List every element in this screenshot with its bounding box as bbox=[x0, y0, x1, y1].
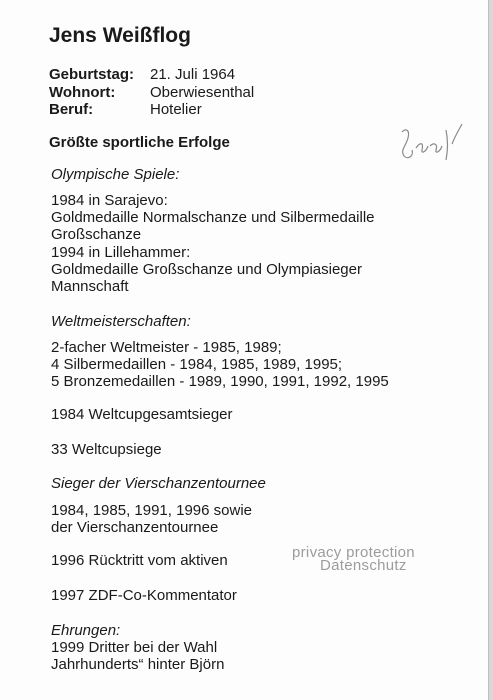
worlds-line: 5 Bronzemedaillen - 1989, 1990, 1991, 1992, 1995 bbox=[51, 373, 389, 390]
page-title: Jens Weißflog bbox=[49, 24, 191, 47]
commentator-line: 1997 ZDF-Co-Kommentator bbox=[51, 587, 237, 604]
olympics-heading: Olympische Spiele: bbox=[51, 166, 180, 183]
honors-heading: Ehrungen: bbox=[51, 622, 121, 639]
olympics-line: Goldmedaille Großschanze und Olympiasieger bbox=[51, 261, 362, 278]
watermark-line-1: privacy protection bbox=[292, 544, 415, 561]
honors-line: 1999 Dritter bei der Wahl bbox=[51, 639, 218, 656]
olympics-line: Goldmedaille Normalschanze und Silbermedaille bbox=[51, 209, 375, 226]
vierschanzen-line: der Vierschanzentournee bbox=[51, 519, 219, 536]
worlds-line: 2-facher Weltmeister - 1985, 1989; bbox=[51, 339, 282, 356]
olympics-line: 1994 in Lillehammer: bbox=[51, 244, 191, 261]
worlds-heading: Weltmeisterschaften: bbox=[51, 313, 191, 330]
birthday-value: 21. Juli 1964 bbox=[150, 66, 236, 83]
honors-line: Jahrhunderts“ hinter Björn bbox=[51, 656, 225, 673]
worldcup-overall: 1984 Weltcupgesamtsieger bbox=[51, 406, 233, 423]
vierschanzen-line: 1984, 1985, 1991, 1996 sowie bbox=[51, 502, 252, 519]
retirement-line: 1996 Rücktritt vom aktiven bbox=[51, 552, 228, 569]
section-heading: Größte sportliche Erfolge bbox=[49, 134, 230, 151]
olympics-line: Großschanze bbox=[51, 226, 142, 243]
worlds-line: 4 Silbermedaillen - 1984, 1985, 1989, 1995; bbox=[51, 356, 343, 373]
profession-value: Hotelier bbox=[150, 101, 202, 118]
birthday-label: Geburtstag: bbox=[49, 66, 135, 83]
card-edge bbox=[489, 0, 493, 700]
worldcup-wins: 33 Weltcupsiege bbox=[51, 441, 162, 458]
profession-label: Beruf: bbox=[49, 101, 94, 118]
handwritten-signature bbox=[392, 120, 472, 170]
residence-value: Oberwiesenthal bbox=[150, 84, 255, 101]
residence-label: Wohnort: bbox=[49, 84, 116, 101]
watermark-line-2: Datenschutz bbox=[320, 557, 407, 574]
vierschanzen-heading: Sieger der Vierschanzentournee bbox=[51, 475, 266, 492]
olympics-line: Mannschaft bbox=[51, 278, 129, 295]
olympics-line: 1984 in Sarajevo: bbox=[51, 192, 168, 209]
